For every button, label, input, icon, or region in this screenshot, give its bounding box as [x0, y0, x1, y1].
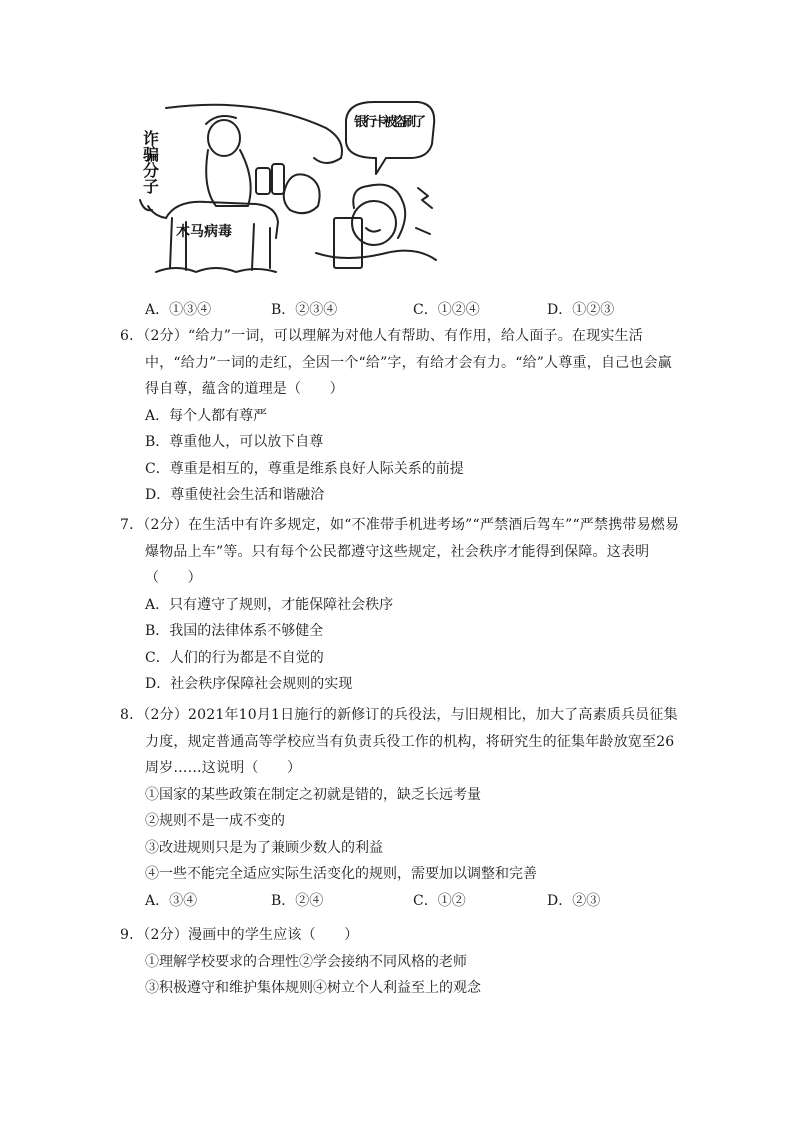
q5-option-a: A．①③④ — [145, 302, 212, 318]
q5-option-c: C．①②④ — [413, 302, 480, 318]
q7-stem: 7．（2分）在生活中有许多规定，如“不准带手机进考场”“严禁酒后驾车”“严禁携带易燃易爆物品上车”等。只有每个公民都遵守这些规定，社会秩序才能得到保障。这表明（ ） — [120, 517, 680, 586]
q9-stem: 9．（2分）漫画中的学生应该（ ） — [120, 927, 359, 943]
q8-statement-3: ③改进规则只是为了兼顾少数人的利益 — [145, 839, 383, 856]
q8-option-d: D．②③ — [547, 892, 601, 909]
cartoon-image — [136, 88, 441, 278]
q8-option-b: B．②④ — [271, 892, 324, 909]
cartoon-scammer-label: 诈骗分子 — [140, 130, 160, 194]
q6-option-d: D．尊重使社会生活和谐融洽 — [145, 487, 325, 503]
q8-option-c: C．①② — [413, 892, 466, 909]
q6-option-c: C．尊重是相互的，尊重是维系良好人际关系的前提 — [145, 460, 464, 477]
q8-option-a: A．③④ — [145, 892, 198, 909]
question-7 — [120, 512, 680, 698]
q7-option-a: A．只有遵守了规则，才能保障社会秩序 — [145, 596, 394, 613]
q7-option-c: C．人们的行为都是不自觉的 — [145, 649, 324, 666]
q6-option-a: A．每个人都有尊严 — [145, 407, 268, 424]
q7-option-b: B．我国的法律体系不够健全 — [145, 623, 324, 639]
question-9 — [120, 922, 680, 1002]
q8-stem: 8．（2分）2021年10月1日施行的新修订的兵役法，与旧规相比，加大了高素质兵员征集力度，规定普通高等学校应当有负责兵役工作的机构，将研究生的征集年龄放宽至26周岁……这说明（ ） — [120, 707, 678, 776]
q8-options — [120, 888, 680, 915]
q6-stem: 6．（2分）“给力”一词，可以理解为对他人有帮助、有作用，给人面子。在现实生活中，“给力”一词的走红，全因一个“给”字，有给才会有力。“给”人尊重，自己也会赢得自尊，蕴含的道理是（ ） — [120, 328, 672, 397]
q7-option-d: D．社会秩序保障社会规则的实现 — [145, 676, 353, 692]
question-6 — [120, 323, 680, 509]
q8-statement-2: ②规则不是一成不变的 — [145, 813, 285, 829]
q6-option-b: B．尊重他人，可以放下自尊 — [145, 434, 324, 450]
cartoon-speech-text: 银行卡被盗刷了 — [354, 115, 426, 130]
cartoon-horse-label: 木马病毒 — [176, 224, 232, 240]
q9-statement-line-2: ③积极遵守和维护集体规则④树立个人利益至上的观念 — [145, 980, 481, 996]
q5-option-b: B．②③④ — [271, 302, 338, 318]
q5-option-d: D．①②③ — [547, 302, 615, 318]
q8-statement-1: ①国家的某些政策在制定之初就是错的，缺乏长远考量 — [145, 786, 481, 803]
question-8 — [120, 702, 680, 914]
q8-statement-4: ④一些不能完全适应实际生活变化的规则，需要加以调整和完善 — [145, 866, 537, 882]
q9-statement-line-1: ①理解学校要求的合理性②学会接纳不同风格的老师 — [145, 953, 467, 970]
